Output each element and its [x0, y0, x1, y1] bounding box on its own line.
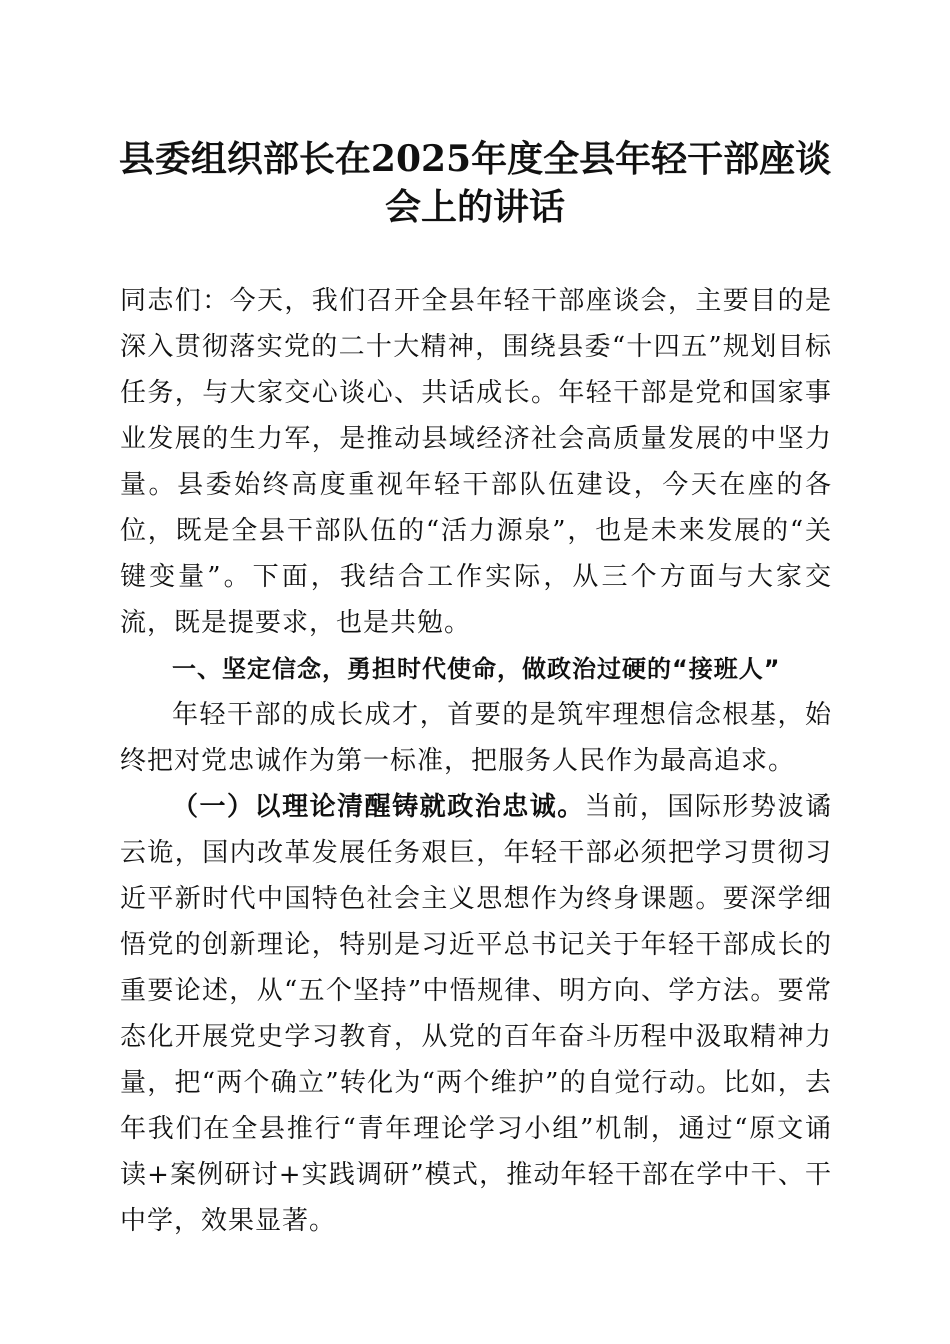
opening-paragraph: 同志们：今天，我们召开全县年轻干部座谈会，主要目的是深入贯彻落实党的二十大精神，围绕县委“十四五”规划目标任务，与大家交心谈心、共话成长。年轻干部是党和国家事业发展的生力军，是推动县域经济社会高质量发展的中坚力量。县委始终高度重视年轻干部队伍建设，今天在座的各位，既是全县干部队伍的“活力源泉”，也是未来发展的“关键变量”。下面，我结合工作实际，从三个方面与大家交流，既是提要求，也是共勉。 — [120, 286, 832, 638]
subsection-paragraph — [120, 784, 832, 1244]
subsection-body: 当前，国际形势波谲云诡，国内改革发展任务艰巨，年轻干部必须把学习贯彻习近平新时代中国特色社会主义思想作为终身课题。要深学细悟党的创新理论，特别是习近平总书记关于年轻干部成长的重要论述，从“五个坚持”中悟规律、明方向、学方法。要常态化开展党史学习教育，从党的百年奋斗历程中汲取精神力量，把“两个确立”转化为“两个维护”的自觉行动。比如，去年我们在全县推行“青年理论学习小组”机制，通过“原文诵读+案例研讨+实践调研”模式，推动年轻干部在学中干、干中学，效果显著。 — [120, 792, 832, 1236]
subsection-heading: （一）以理论清醒铸就政治忠诚。 — [172, 792, 585, 822]
document-body — [120, 278, 832, 1244]
section-heading: 一、坚定信念，勇担时代使命，做政治过硬的“接班人” — [172, 655, 781, 683]
document-title: 县委组织部长在2025年度全县年轻干部座谈会上的讲话 — [118, 138, 832, 228]
section-intro-paragraph: 年轻干部的成长成才，首要的是筑牢理想信念根基，始终把对党忠诚作为第一标准，把服务人民作为最高追求。 — [120, 700, 832, 776]
